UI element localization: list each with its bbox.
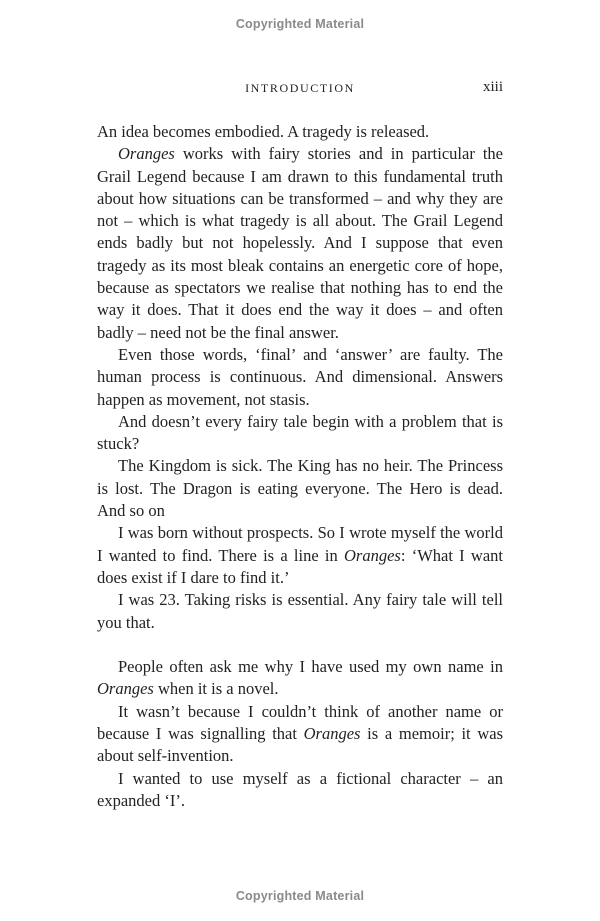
paragraph	[97, 768, 503, 813]
text-segment: is a memoir; it was about self-invention.	[97, 724, 503, 766]
paragraph	[97, 143, 503, 344]
paragraph	[97, 522, 503, 589]
text-segment: An idea becomes embodied. A tragedy is released.	[97, 122, 430, 141]
body-text	[97, 121, 503, 812]
text-segment: : ‘What I want does exist if I dare to find it.’	[97, 545, 503, 587]
text-segment: when it is a novel.	[153, 679, 279, 699]
italic-text: Oranges	[303, 724, 361, 744]
text-segment: People often ask me why I have used my own name in	[118, 657, 503, 677]
paragraph	[97, 411, 503, 456]
paragraph	[97, 701, 503, 768]
paragraph	[97, 121, 503, 143]
text-segment: And doesn’t every fairy tale begin with a problem that is stuck?	[97, 411, 503, 454]
italic-text: Oranges	[344, 545, 401, 565]
paragraph	[97, 344, 503, 411]
copyright-watermark-bottom: Copyrighted Material	[235, 889, 365, 903]
chapter-title: INTRODUCTION	[245, 81, 355, 95]
text-segment: I was born without prospects. So I wrote myself the world I wanted to find. There is a line in	[97, 523, 503, 565]
text-segment: I was 23. Taking risks is essential. Any fairy tale will tell you that.	[97, 590, 503, 632]
page-number: xiii	[482, 79, 503, 95]
paragraph	[97, 656, 503, 701]
running-header	[97, 81, 503, 99]
text-segment: works with fairy stories and in particular the Grail Legend because I am drawn to this fundamental truth about how situations can be transformed – and why they are not – which is what tragedy is all about. The Grail Legend ends badly but not hopelessly. And I suppose that even tragedy as its most bleak contains an energetic core of hope, because as spectators we realise that nothing has to end the way it does. That it does end the way it does – and often badly – need not be the final answer.	[97, 144, 503, 342]
paragraph	[97, 455, 503, 522]
text-segment: Even those words, ‘final’ and ‘answer’ are faulty. The human process is continuous. And dimensional. Answers happen as movement, not stasis.	[97, 344, 503, 409]
text-segment: I wanted to use myself as a fictional character – an expanded ‘I’.	[97, 768, 503, 810]
italic-text: Oranges	[118, 144, 175, 164]
italic-text: Oranges	[97, 679, 154, 699]
text-segment: It wasn’t because I couldn’t think of another name or because I was signalling that	[97, 701, 503, 744]
copyright-watermark-top: Copyrighted Material	[235, 17, 365, 31]
text-segment: The Kingdom is sick. The King has no heir. The Princess is lost. The Dragon is eating everyone. The Hero is dead. And so on	[97, 456, 503, 521]
paragraph	[97, 589, 503, 634]
